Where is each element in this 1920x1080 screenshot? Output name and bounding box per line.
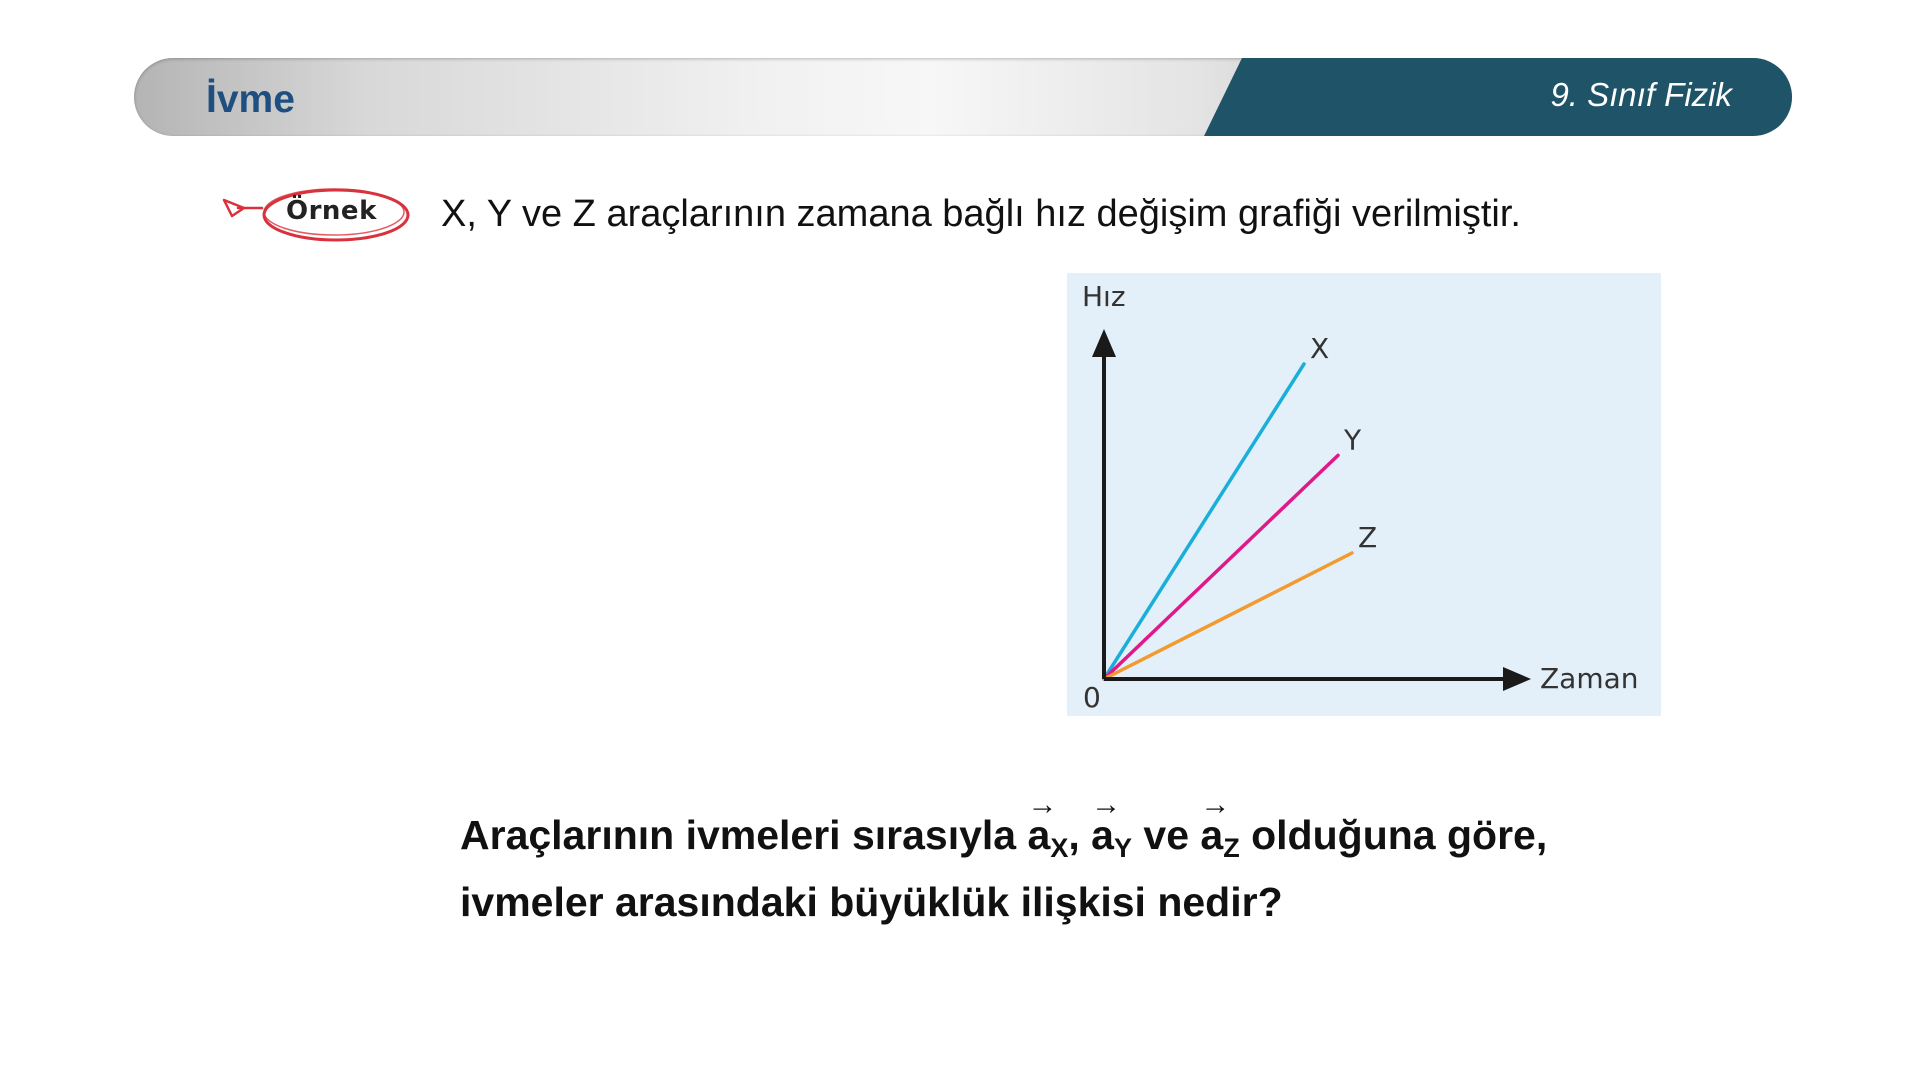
y-axis-arrow: [1092, 329, 1116, 357]
series-label-z: Z: [1358, 521, 1378, 554]
series-line-x: [1104, 364, 1304, 679]
vector-arrow-icon: →: [1027, 788, 1058, 821]
series-line-y: [1104, 455, 1338, 679]
x-axis-arrow: [1503, 667, 1531, 691]
y-axis-label: Hız: [1082, 280, 1126, 313]
question-conjunction: ve: [1143, 812, 1189, 858]
vector-arrow-icon: →: [1200, 788, 1231, 821]
question-line-1: Araçlarının ivmeleri sırasıyla → $a_X$, → $a_Y$ ve → $a_Z$ olduğuna göre,: [460, 808, 1547, 875]
question-line-2: ivmeler arasındaki büyüklük ilişkisi nedir?: [460, 879, 1283, 925]
series-label-x: X: [1310, 332, 1330, 365]
question-text: [460, 788, 1548, 929]
vector-a-z: → $a_Z$: [1200, 788, 1240, 863]
course-label: 9. Sınıf Fizik: [1550, 76, 1732, 113]
series-layer: [1104, 332, 1377, 679]
question-suffix: olduğuna göre,: [1251, 812, 1548, 858]
vector-arrow-icon: →: [1091, 788, 1122, 821]
page-title: İvme: [206, 78, 295, 121]
question-prefix: Araçlarının ivmeleri sırasıyla: [460, 812, 1017, 858]
chart-canvas: [1067, 273, 1661, 716]
header-bar: [134, 58, 1792, 136]
example-intro-text: X, Y ve Z araçlarının zamana bağlı hız değişim grafiği verilmiştir.: [441, 193, 1521, 235]
example-badge-label: Örnek: [286, 196, 377, 226]
series-line-z: [1104, 553, 1352, 679]
vector-a-y: → $a_Y$: [1091, 788, 1132, 863]
arrow-icon: [224, 200, 262, 216]
origin-label: 0: [1083, 681, 1101, 714]
series-label-y: Y: [1344, 423, 1362, 457]
vector-a-x: → $a_X$: [1027, 788, 1069, 863]
velocity-time-chart: [1067, 273, 1661, 716]
x-axis-label: Zaman: [1540, 662, 1639, 695]
example-badge: [222, 182, 414, 244]
